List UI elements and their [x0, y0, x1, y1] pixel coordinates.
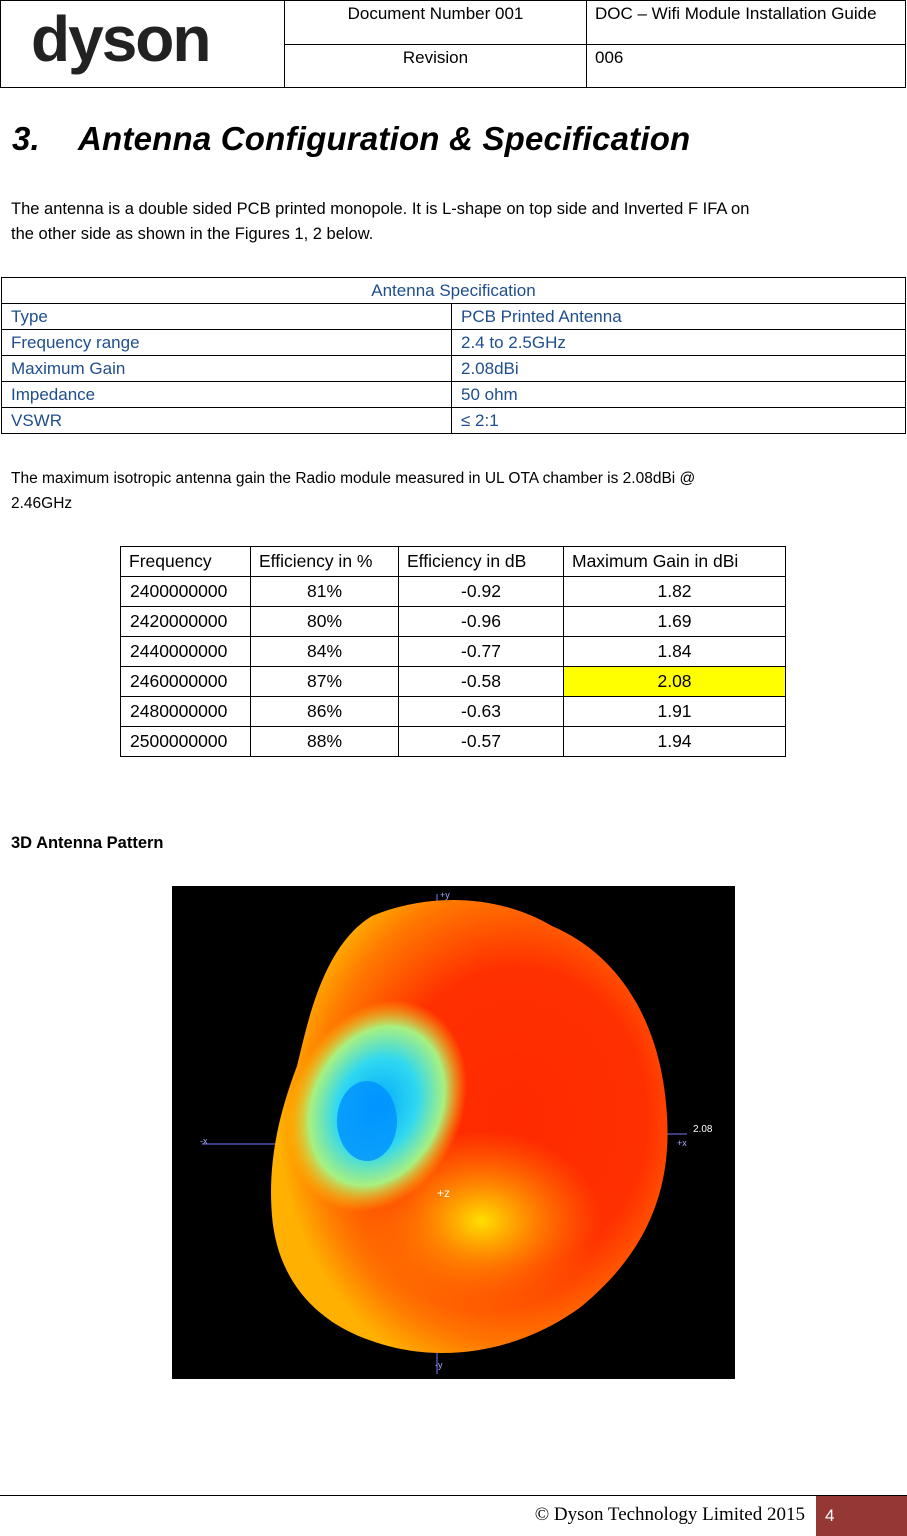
axis-plus-z-label: +z: [437, 1186, 451, 1200]
blue-null-core: [337, 1081, 397, 1161]
table-row: [121, 727, 786, 757]
axis-minus-x-label: -x: [200, 1136, 208, 1146]
spec-value: 2.4 to 2.5GHz: [452, 330, 906, 356]
cell-efficiency-db: -0.63: [399, 697, 564, 727]
spec-value: 2.08dBi: [452, 356, 906, 382]
gain-note: [11, 467, 901, 516]
cell-max-gain: 1.69: [564, 607, 786, 637]
revision-label: Revision: [285, 44, 587, 88]
cell-frequency: 2420000000: [121, 607, 251, 637]
axis-plus-y-label: +y: [440, 890, 450, 900]
spec-value: 50 ohm: [452, 382, 906, 408]
page-number: 4: [816, 1496, 907, 1536]
section-title: Antenna Configuration & Specification: [78, 120, 691, 157]
axis-plus-x-label: +x: [677, 1138, 687, 1148]
spec-label: Maximum Gain: [2, 356, 452, 382]
table-header-row: [121, 547, 786, 577]
cell-efficiency-pct: 87%: [251, 667, 399, 697]
cell-efficiency-pct: 86%: [251, 697, 399, 727]
intro-line-2: the other side as shown in the Figures 1, 2 below.: [11, 224, 374, 243]
revision-value: 006: [587, 44, 906, 88]
table-row: [121, 607, 786, 637]
cell-efficiency-db: -0.58: [399, 667, 564, 697]
cell-frequency: 2500000000: [121, 727, 251, 757]
dyson-logo-text: dyson: [31, 3, 210, 75]
axis-minus-y-label: -y: [435, 1360, 443, 1370]
spec-value: PCB Printed Antenna: [452, 304, 906, 330]
intro-line-1: The antenna is a double sided PCB printed monopole. It is L-shape on top side and Inverted F IFA on: [11, 200, 750, 218]
gain-note-line-1: The maximum isotropic antenna gain the Radio module measured in UL OTA chamber is 2.08dBi @: [11, 470, 696, 487]
cell-efficiency-db: -0.96: [399, 607, 564, 637]
document-number: Document Number 001: [285, 1, 587, 45]
spec-label: Frequency range: [2, 330, 452, 356]
table-row: [121, 577, 786, 607]
antenna-spec-table: [1, 277, 906, 434]
cell-efficiency-pct: 88%: [251, 727, 399, 757]
col-header-max-gain: Maximum Gain in dBi: [564, 547, 786, 577]
table-row: [2, 408, 906, 434]
cell-efficiency-pct: 81%: [251, 577, 399, 607]
cell-frequency: 2460000000: [121, 667, 251, 697]
cell-efficiency-pct: 80%: [251, 607, 399, 637]
document-title: DOC – Wifi Module Installation Guide: [587, 1, 906, 45]
col-header-efficiency-db: Efficiency in dB: [399, 547, 564, 577]
dyson-logo: [1, 1, 284, 81]
table-row: [121, 667, 786, 697]
cell-max-gain: 1.91: [564, 697, 786, 727]
pattern-heading: 3D Antenna Pattern: [11, 834, 164, 852]
table-row: [2, 356, 906, 382]
antenna-pattern-figure: [172, 886, 735, 1379]
antenna-pattern-svg: [172, 886, 735, 1379]
spec-label: Impedance: [2, 382, 452, 408]
footer-copyright: © Dyson Technology Limited 2015: [534, 1504, 805, 1525]
spec-value: ≤ 2:1: [452, 408, 906, 434]
measurement-table: [120, 546, 786, 757]
gain-note-line-2: 2.46GHz: [11, 494, 73, 512]
col-header-frequency: Frequency: [121, 547, 251, 577]
cell-frequency: 2480000000: [121, 697, 251, 727]
cell-max-gain: 1.84: [564, 637, 786, 667]
table-row: [121, 637, 786, 667]
spec-table-title: Antenna Specification: [2, 278, 906, 304]
cell-max-gain: 1.82: [564, 577, 786, 607]
spec-label: Type: [2, 304, 452, 330]
cell-max-gain: 1.94: [564, 727, 786, 757]
spec-label: VSWR: [2, 408, 452, 434]
section-heading: [12, 120, 690, 158]
intro-paragraph: [11, 197, 901, 246]
table-row: [121, 697, 786, 727]
document-header: [0, 0, 906, 88]
peak-gain-label: 2.08: [693, 1124, 713, 1135]
footer-divider: [0, 1495, 907, 1496]
cell-frequency: 2440000000: [121, 637, 251, 667]
cell-efficiency-db: -0.77: [399, 637, 564, 667]
cell-frequency: 2400000000: [121, 577, 251, 607]
cell-efficiency-db: -0.92: [399, 577, 564, 607]
logo-cell: [1, 1, 285, 88]
table-row: [2, 304, 906, 330]
table-row: [2, 382, 906, 408]
table-row: [2, 330, 906, 356]
cell-efficiency-pct: 84%: [251, 637, 399, 667]
section-number: 3.: [12, 120, 40, 157]
col-header-efficiency-pct: Efficiency in %: [251, 547, 399, 577]
cell-efficiency-db: -0.57: [399, 727, 564, 757]
cell-max-gain-highlighted: 2.08: [564, 667, 786, 697]
